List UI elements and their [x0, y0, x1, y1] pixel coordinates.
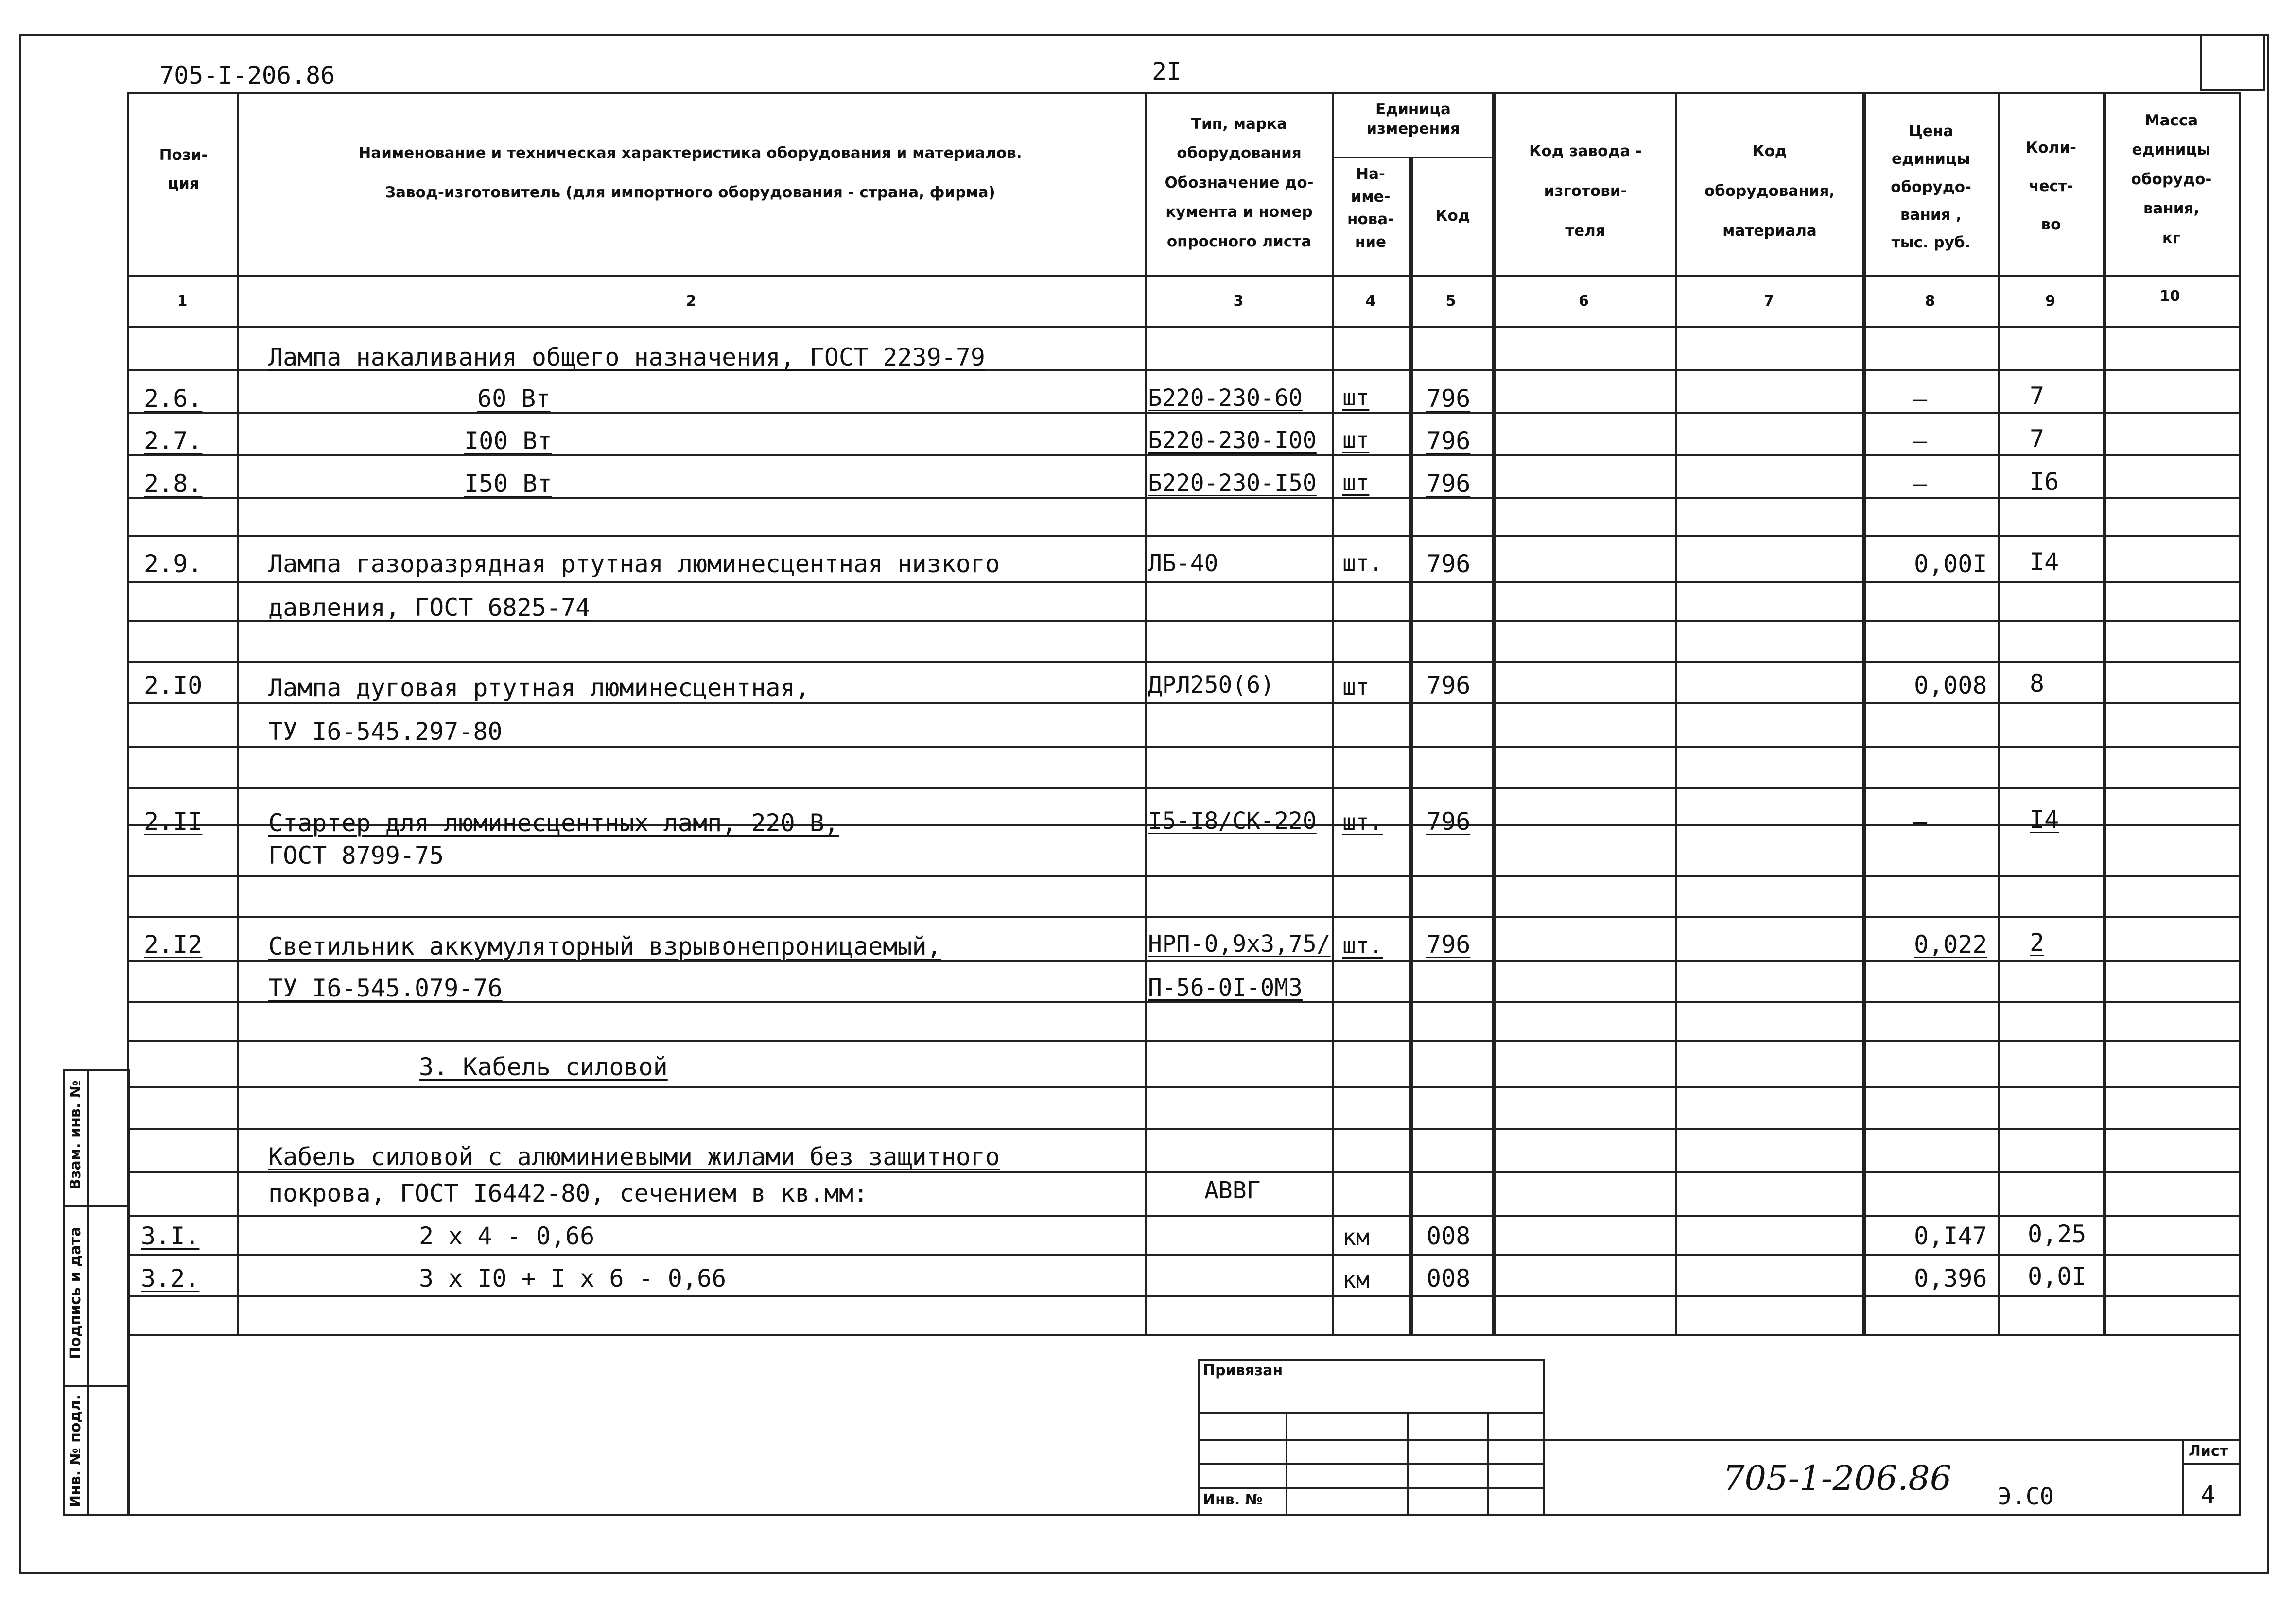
price-cell: – [1913, 427, 1928, 455]
stamp-col [1407, 1412, 1409, 1514]
unit-cell: шт [1342, 470, 1370, 496]
header-type: Тип, марка оборудования Обозначение до- кумента и номер опросного листа [1165, 115, 1314, 250]
unit-cell: шт. [1342, 809, 1383, 835]
side-stamp-divider [87, 1069, 89, 1514]
name-cell: 3 х I0 + I х 6 - 0,66 [419, 1264, 727, 1293]
row-line [127, 535, 2239, 537]
name-cell: ТУ I6-545.297-80 [268, 717, 503, 746]
name-cell: покрова, ГОСТ I6442-80, сечением в кв.мм: [268, 1179, 869, 1207]
column-number: 4 [1365, 293, 1376, 310]
title-block-line [1541, 1439, 2239, 1441]
col-line [1862, 92, 1866, 1336]
row-line [127, 1040, 2239, 1042]
col-line [1145, 92, 1147, 1336]
unit-split-line [1332, 157, 1495, 158]
col-line [237, 92, 239, 1336]
column-number: 3 [1233, 293, 1244, 310]
type-cell: Б220-230-I00 [1148, 427, 1317, 454]
header-equipment-code: Код оборудования, материала [1704, 142, 1835, 240]
qty-cell: 0,25 [2028, 1220, 2087, 1248]
stamp-line [1198, 1412, 1543, 1414]
column-number: 9 [2045, 293, 2055, 310]
corner-box [2200, 34, 2265, 91]
binding-label: Привязан [1203, 1362, 1283, 1379]
column-number: 10 [2159, 288, 2180, 305]
name-cell: ГОСТ 8799-75 [268, 841, 444, 870]
sheet-number: 4 [2201, 1481, 2216, 1509]
header-unit: Единица измерения [1366, 101, 1460, 138]
header-unit-price: Цена единицы оборудо- вания , тыс. руб. [1891, 122, 1971, 252]
code-cell: 796 [1426, 807, 1471, 836]
column-number: 5 [1445, 293, 1456, 310]
row-line [127, 916, 2239, 918]
row-line [127, 1086, 2239, 1088]
sheet-box-line [2182, 1463, 2239, 1465]
top-doc-code: 705-I-206.86 [159, 61, 335, 89]
position-cell: 2.I2 [144, 930, 203, 959]
price-cell: 0,00I [1914, 550, 1987, 578]
name-cell: Светильник аккумуляторный взрывонепроницаемый, [268, 932, 941, 961]
row-line [127, 1254, 2239, 1256]
stamp-line [1198, 1487, 1543, 1489]
sheet-label: Лист [2189, 1443, 2228, 1460]
side-label-replace: Взам. инв. № [67, 1080, 84, 1190]
name-cell: Лампа дуговая ртутная люминесцентная, [268, 674, 810, 702]
unit-cell: км [1342, 1224, 1370, 1250]
section-heading: 3. Кабель силовой [419, 1053, 668, 1081]
type-cell: П-56-0I-0М3 [1148, 974, 1303, 1001]
row-line [127, 787, 2239, 789]
row-line [127, 581, 2239, 583]
header-bottom-line [127, 275, 2239, 277]
name-cell: ТУ I6-545.079-76 [268, 974, 503, 1002]
row-line [127, 1171, 2239, 1173]
col-line [2103, 92, 2106, 1336]
code-cell: 796 [1426, 427, 1471, 455]
qty-cell: 2 [2030, 928, 2045, 957]
row-line [127, 1215, 2239, 1217]
code-cell: 008 [1426, 1264, 1471, 1293]
side-stamp-line [63, 1385, 128, 1387]
colnum-bottom-line [127, 326, 2239, 328]
unit-cell: км [1342, 1267, 1370, 1293]
position-cell: 2.I0 [144, 671, 203, 699]
stamp-line [1198, 1439, 1543, 1441]
column-number: 6 [1579, 293, 1589, 310]
row-line [127, 1295, 2239, 1297]
unit-cell: шт. [1342, 932, 1383, 959]
type-cell: НРП-0,9х3,75/ [1148, 930, 1331, 958]
row-line [127, 746, 2239, 748]
type-cell: Б220-230-60 [1148, 384, 1303, 412]
position-cell: 2.7. [144, 427, 203, 455]
qty-cell: I4 [2030, 805, 2059, 834]
unit-cell: шт [1342, 384, 1370, 411]
qty-cell: 7 [2030, 382, 2045, 410]
name-cell: I50 Вт [464, 470, 552, 498]
column-number: 2 [686, 293, 696, 310]
col-line [1409, 157, 1413, 1336]
title-doc-code: 705-1-206.86 [1723, 1458, 1952, 1498]
price-cell: – [1913, 470, 1928, 498]
stamp-inv-label: Инв. № [1203, 1491, 1263, 1508]
header-name: Наименование и техническая характеристика оборудования и материалов. Завод-изготовитель (для импортного оборудования - страна, фирма) [358, 144, 1022, 201]
header-unit-mass: Масса единицы оборудо- вания, кг [2131, 112, 2212, 247]
qty-cell: I4 [2030, 548, 2059, 576]
stamp-col [1286, 1412, 1287, 1514]
unit-cell: шт [1342, 674, 1370, 700]
name-cell: I00 Вт [464, 427, 552, 455]
column-number: 8 [1925, 293, 1935, 310]
page-number: 2I [1152, 57, 1182, 86]
col-line [1998, 92, 2000, 1336]
qty-cell: 7 [2030, 425, 2045, 453]
position-cell: 2.6. [144, 384, 203, 413]
price-cell: 0,022 [1914, 930, 1987, 959]
code-cell: 008 [1426, 1222, 1471, 1250]
code-cell: 796 [1426, 550, 1471, 578]
price-cell: 0,I47 [1914, 1222, 1987, 1250]
row-line [127, 661, 2239, 663]
stamp-line [1198, 1463, 1543, 1465]
side-label-signature: Подпись и дата [67, 1226, 84, 1360]
code-cell: 796 [1426, 470, 1471, 498]
type-cell: АВВГ [1204, 1177, 1261, 1204]
stamp-col [1487, 1412, 1489, 1514]
position-cell: 2.8. [144, 470, 203, 498]
col-line [1675, 92, 1677, 1336]
name-cell: 60 Вт [477, 384, 551, 413]
name-cell: Стартер для люминесцентных ламп, 220 В, [268, 809, 839, 837]
col-line [1332, 92, 1334, 1336]
price-cell: 0,396 [1914, 1264, 1987, 1293]
unit-cell: шт. [1342, 550, 1383, 576]
position-cell: 2.9. [144, 550, 203, 578]
code-cell: 796 [1426, 671, 1471, 699]
header-quantity: Коли- чест- во [2026, 139, 2076, 234]
position-cell: 3.I. [141, 1222, 200, 1250]
type-cell: Б220-230-I50 [1148, 470, 1317, 497]
qty-cell: I6 [2030, 468, 2059, 496]
title-section: Э.С0 [1998, 1483, 2054, 1510]
row-line [127, 875, 2239, 877]
col-line [1492, 92, 1496, 1336]
position-cell: 2.II [144, 807, 203, 836]
header-position: Пози- ция [159, 146, 208, 192]
type-cell: ЛБ-40 [1148, 550, 1218, 577]
type-cell: ДРЛ250(6) [1148, 671, 1275, 699]
qty-cell: 8 [2030, 669, 2045, 698]
row-line [127, 1128, 2239, 1130]
qty-cell: 0,0I [2028, 1262, 2087, 1291]
name-cell: давления, ГОСТ 6825-74 [268, 594, 591, 622]
name-cell: Кабель силовой с алюминиевыми жилами без защитного [268, 1143, 1000, 1171]
table-end-line [127, 1334, 2239, 1336]
side-label-inventory: Инв. № подл. [67, 1394, 84, 1508]
header-factory-code: Код завода - изготови- теля [1529, 142, 1642, 240]
group-title: Лампа накаливания общего назначения, ГОСТ 2239-79 [268, 343, 986, 371]
name-cell: 2 х 4 - 0,66 [419, 1222, 595, 1250]
code-cell: 796 [1426, 930, 1471, 959]
name-cell: Лампа газоразрядная ртутная люминесцентная низкого [268, 550, 1000, 578]
position-cell: 3.2. [141, 1264, 200, 1293]
unit-cell: шт [1342, 427, 1370, 453]
row-line [127, 702, 2239, 704]
column-number: 1 [177, 293, 188, 310]
code-cell: 796 [1426, 384, 1471, 413]
price-cell: – [1913, 384, 1928, 413]
type-cell: I5-I8/СК-220 [1148, 807, 1317, 835]
price-cell: 0,008 [1914, 671, 1987, 699]
header-unit-code: Код [1435, 207, 1470, 225]
side-stamp-line [63, 1205, 128, 1207]
price-cell: – [1913, 807, 1928, 836]
column-number: 7 [1764, 293, 1774, 310]
header-unit-name: На- име- нова- ние [1347, 165, 1394, 251]
